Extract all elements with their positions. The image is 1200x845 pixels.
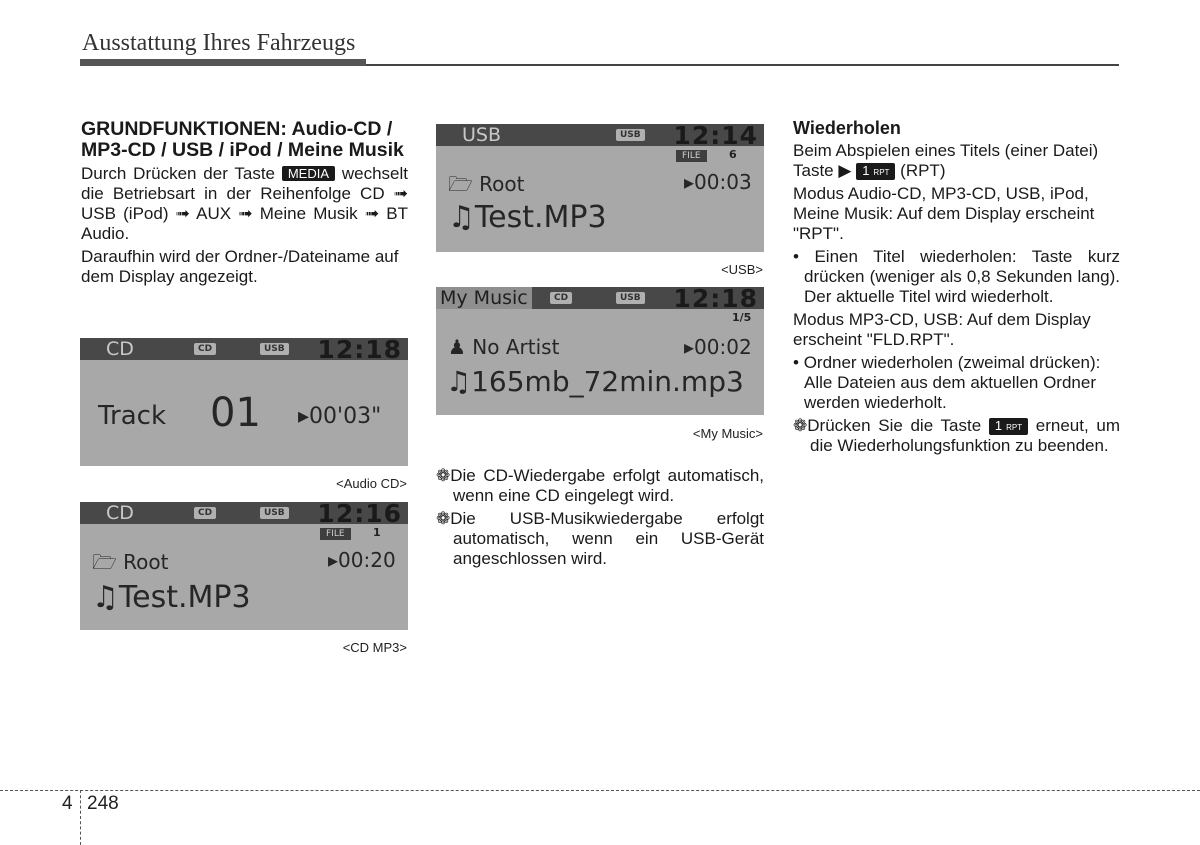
rpt-key bbox=[856, 163, 895, 180]
repeat-note bbox=[793, 416, 1120, 456]
file-row bbox=[448, 200, 607, 235]
note-usb bbox=[436, 509, 764, 569]
rpt-key-number: 1 bbox=[862, 163, 870, 178]
track-number: 01 bbox=[210, 390, 261, 436]
usb-badge: USB bbox=[260, 507, 289, 519]
middle-notes bbox=[436, 466, 764, 572]
rpt-key-label: RPT bbox=[1006, 423, 1023, 432]
person-icon: ♟ bbox=[448, 335, 466, 359]
clock: 12:18 bbox=[317, 338, 402, 364]
file-badge: FILE bbox=[676, 150, 707, 162]
note-cd-text: Die CD-Wiedergabe erfolgt automatisch, wenn eine CD eingelegt wird. bbox=[450, 466, 764, 505]
intro-paragraph bbox=[81, 164, 408, 244]
artist-name: No Artist bbox=[472, 335, 560, 359]
file-row bbox=[92, 580, 251, 615]
note-cd bbox=[436, 466, 764, 506]
mode-label: USB bbox=[462, 124, 502, 146]
audio-cd-display bbox=[80, 338, 408, 466]
mode-label: CD bbox=[106, 502, 134, 524]
note-usb-text: Die USB-Musikwiedergabe erfolgt automatisch, wenn ein USB-Gerät angeschlossen wird. bbox=[450, 509, 764, 568]
folder-name: Root bbox=[123, 550, 169, 574]
section-heading: GRUNDFUNKTIONEN: Audio-CD / MP3-CD / USB / iPod / Meine Musik bbox=[81, 118, 404, 161]
page-number: 248 bbox=[87, 793, 119, 814]
repeat-bullet-title: • Einen Titel wiederholen: Taste kurz drücken (weniger als 0,8 Sekunden lang). Der aktuelle Titel wird wiederholt. bbox=[793, 247, 1120, 306]
note-icon: ❁ bbox=[793, 416, 808, 435]
folder-paragraph: Daraufhin wird der Ordner-/Dateiname auf dem Display angezeigt. bbox=[81, 247, 399, 286]
intro-text-before: Durch Drücken der Taste bbox=[81, 164, 276, 183]
file-row bbox=[446, 365, 744, 398]
section-number: 4 bbox=[62, 793, 73, 814]
intro-text-after: wechselt die Betriebsart in der Reihenfolge CD ➟ USB (iPod) ➟ AUX ➟ Meine Musik ➟ BT Audio. bbox=[81, 164, 408, 243]
cd-badge: CD bbox=[194, 507, 216, 519]
repeat-mode-audio: Modus Audio-CD, MP3-CD, USB, iPod, Meine Musik: Auf dem Display erscheint "RPT". bbox=[793, 184, 1095, 243]
repeat-intro bbox=[793, 141, 1120, 181]
note-icon: ❁ bbox=[436, 509, 451, 528]
audio-cd-caption: <Audio CD> bbox=[336, 476, 407, 491]
header-rule bbox=[366, 64, 1119, 66]
mode-label: My Music bbox=[436, 287, 532, 309]
repeat-note-before: Drücken Sie die Taste bbox=[807, 416, 982, 435]
cd-mp3-caption: <CD MP3> bbox=[342, 640, 407, 655]
footer-divider bbox=[80, 790, 81, 845]
artist-row bbox=[448, 335, 559, 359]
repeat-heading: Wiederholen bbox=[793, 118, 901, 138]
usb-badge: USB bbox=[260, 343, 289, 355]
repeat-bullet-title-text: Einen Titel wiederholen: Taste kurz drücken (weniger als 0,8 Sekunden lang). Der aktuelle Titel wird wiederholt. bbox=[804, 247, 1120, 306]
repeat-intro-suffix: (RPT) bbox=[900, 161, 946, 180]
media-key: MEDIA bbox=[282, 166, 335, 181]
cd-mp3-display bbox=[80, 502, 408, 630]
header-bar bbox=[80, 59, 366, 66]
usb-badge: USB bbox=[616, 292, 645, 304]
file-name: Test.MP3 bbox=[118, 580, 251, 615]
music-note-icon: ♫ bbox=[448, 200, 475, 235]
rpt-key-label: RPT bbox=[873, 168, 890, 177]
rpt-key-number: 1 bbox=[994, 418, 1003, 433]
clock: 12:14 bbox=[673, 124, 758, 150]
file-number: 1/5 bbox=[732, 311, 752, 324]
mode-label: CD bbox=[106, 338, 134, 360]
my-music-caption: <My Music> bbox=[692, 426, 763, 441]
repeat-bullet-folder: • Ordner wiederholen (zweimal drücken): Alle Dateien aus dem aktuellen Ordner werden wiederholt. bbox=[793, 353, 1101, 412]
repeat-bullet-folder-text: Ordner wiederholen (zweimal drücken): Alle Dateien aus dem aktuellen Ordner werden wiederholt. bbox=[803, 353, 1101, 412]
file-name: Test.MP3 bbox=[474, 200, 607, 235]
track-label: Track bbox=[98, 401, 167, 431]
my-music-display bbox=[436, 287, 764, 415]
file-name: 165mb_72min.mp3 bbox=[471, 365, 744, 398]
clock: 12:18 bbox=[673, 287, 758, 313]
folder-icon: 🗁 bbox=[92, 550, 117, 574]
repeat-intro-text: Beim Abspielen eines Titels (einer Datei) Taste bbox=[793, 141, 1099, 180]
rpt-key bbox=[989, 418, 1028, 435]
repeat-mode-mp3: Modus MP3-CD, USB: Auf dem Display erscheint "FLD.RPT". bbox=[793, 310, 1091, 349]
play-icon: ▶ bbox=[838, 161, 852, 180]
usb-caption: <USB> bbox=[721, 262, 763, 277]
clock: 12:16 bbox=[317, 502, 402, 528]
file-badge: FILE bbox=[320, 528, 351, 540]
left-column bbox=[81, 119, 408, 290]
footer-dashed-line bbox=[0, 790, 1200, 791]
right-column bbox=[793, 118, 1120, 459]
music-note-icon: ♫ bbox=[92, 580, 119, 615]
page-header-title: Ausstattung Ihres Fahrzeugs bbox=[82, 30, 356, 56]
folder-row bbox=[92, 548, 168, 582]
elapsed-time: ▸00'03" bbox=[298, 404, 382, 429]
usb-display bbox=[436, 124, 764, 252]
elapsed-time: ▸00:20 bbox=[328, 548, 396, 572]
elapsed-time: ▸00:02 bbox=[684, 335, 752, 359]
music-note-icon: ♫ bbox=[446, 365, 472, 398]
elapsed-time: ▸00:03 bbox=[684, 170, 752, 194]
cd-badge: CD bbox=[194, 343, 216, 355]
file-number: 1 bbox=[373, 526, 381, 539]
usb-badge: USB bbox=[616, 129, 645, 141]
folder-row bbox=[448, 170, 524, 204]
folder-name: Root bbox=[479, 172, 525, 196]
folder-icon: 🗁 bbox=[448, 172, 473, 196]
cd-badge: CD bbox=[550, 292, 572, 304]
repeat-note-after: erneut, um die Wiederholungsfunktion zu beenden. bbox=[810, 416, 1120, 455]
file-number: 6 bbox=[729, 148, 737, 161]
note-icon: ❁ bbox=[436, 466, 451, 485]
